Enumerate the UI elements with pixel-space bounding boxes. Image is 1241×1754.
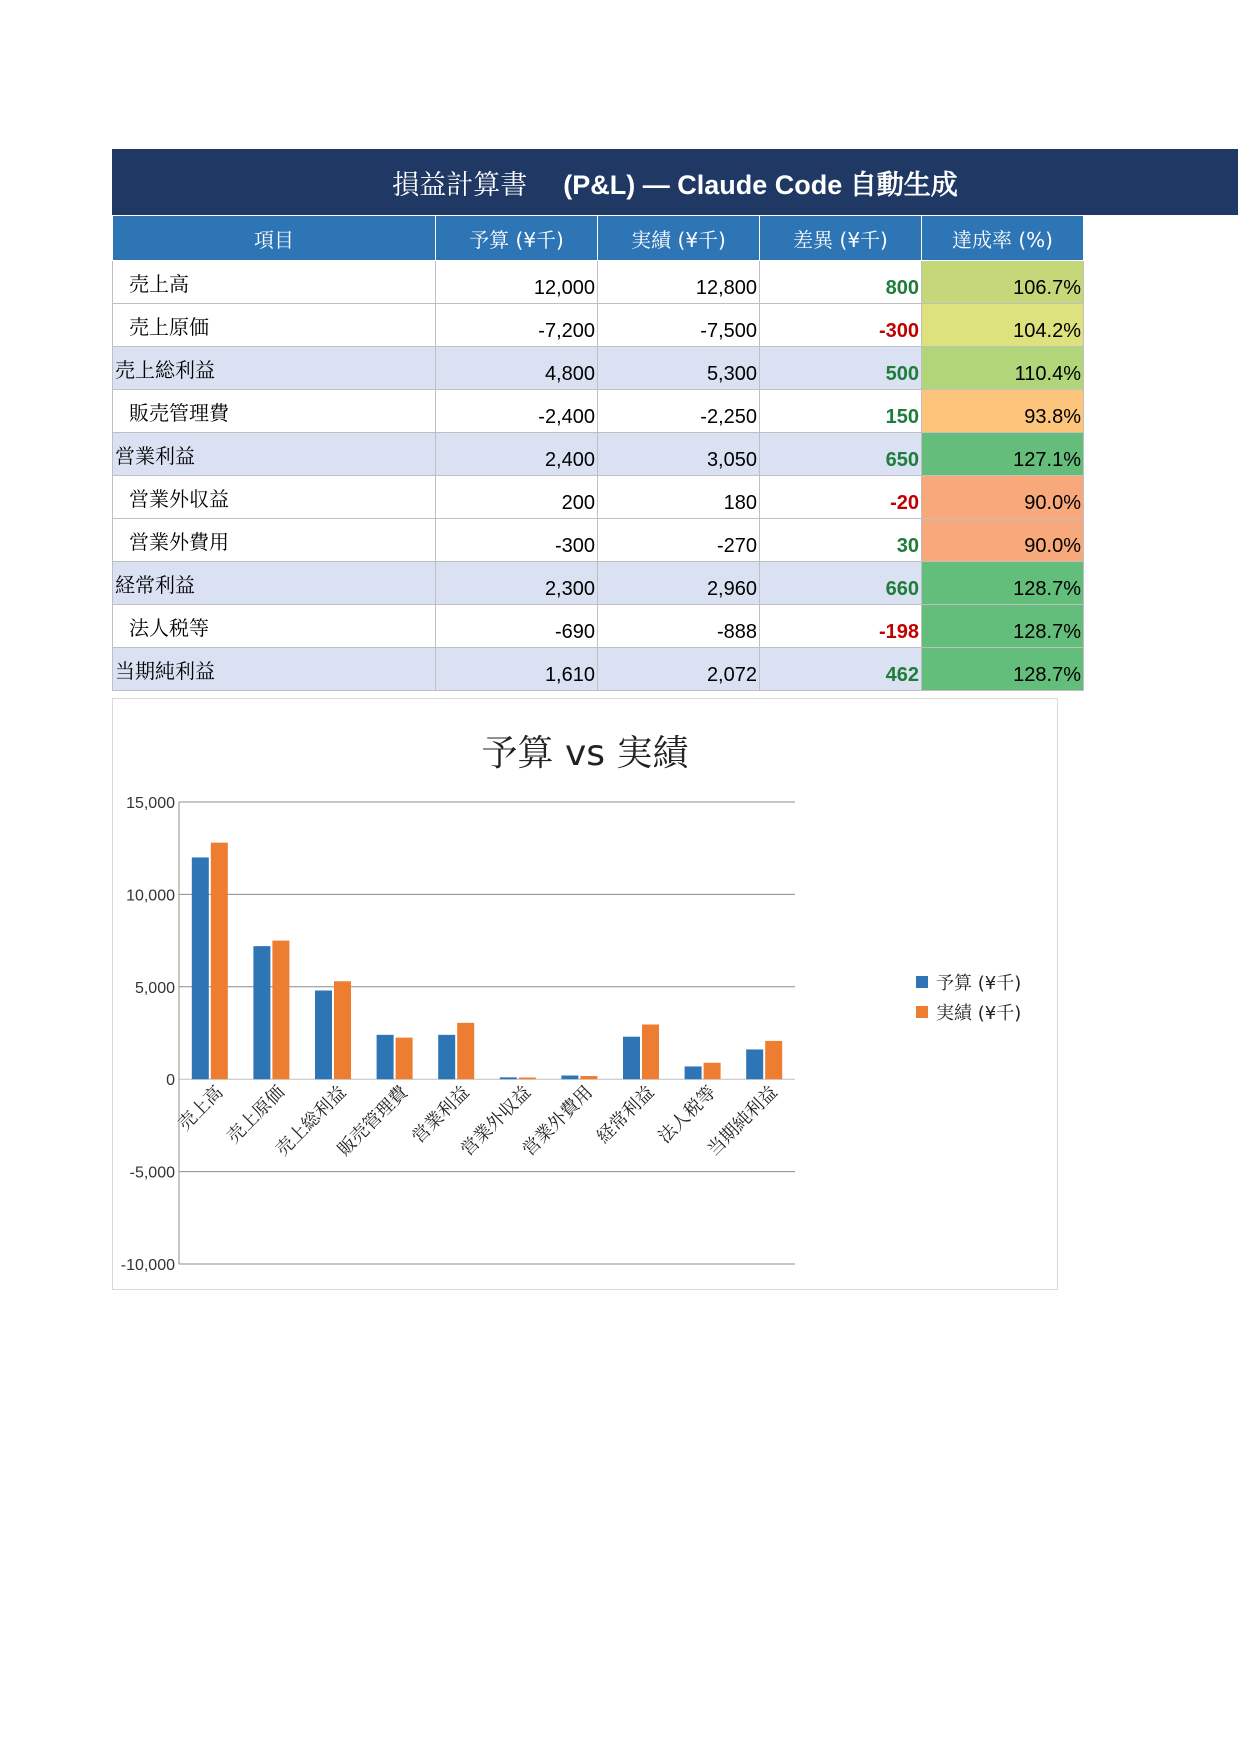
- chart-legend: [916, 967, 1021, 1027]
- row-item-label: 営業利益: [113, 433, 436, 476]
- bar-actual: [396, 1038, 413, 1080]
- bar-budget: [253, 946, 270, 1079]
- row-budget-value: 1,610: [436, 648, 598, 691]
- pl-table-body: [113, 261, 1084, 691]
- x-tick-label: 経常利益: [592, 1081, 659, 1148]
- row-rate-value: 106.7%: [922, 261, 1084, 304]
- bar-budget: [315, 990, 332, 1079]
- row-diff-value: 500: [760, 347, 922, 390]
- row-rate-value: 127.1%: [922, 433, 1084, 476]
- row-diff-value: 800: [760, 261, 922, 304]
- x-tick-label: 当期純利益: [703, 1081, 782, 1161]
- bar-budget: [438, 1035, 455, 1079]
- row-diff-value: -198: [760, 605, 922, 648]
- row-diff-value: 30: [760, 519, 922, 562]
- row-diff-value: -20: [760, 476, 922, 519]
- bar-budget: [685, 1066, 702, 1079]
- col-header-rate: 達成率 (%): [922, 216, 1084, 261]
- row-rate-value: 90.0%: [922, 519, 1084, 562]
- bar-actual: [704, 1063, 721, 1079]
- row-budget-value: 200: [436, 476, 598, 519]
- col-header-item: 項目: [113, 216, 436, 261]
- bar-actual: [457, 1023, 474, 1079]
- table-row: [113, 605, 1084, 648]
- col-header-budget: 予算 (¥千): [436, 216, 598, 261]
- y-tick-label: -10,000: [120, 1257, 175, 1274]
- bar-actual: [519, 1078, 536, 1080]
- bar-budget: [561, 1076, 578, 1080]
- row-rate-value: 110.4%: [922, 347, 1084, 390]
- legend-item-budget: [916, 967, 1021, 997]
- row-actual-value: 2,072: [598, 648, 760, 691]
- bar-actual: [211, 843, 228, 1080]
- x-tick-label: 売上高: [174, 1081, 228, 1135]
- x-tick-label: 法人税等: [654, 1081, 721, 1148]
- legend-label-actual: 実績 (¥千): [936, 1003, 1022, 1024]
- report-title-bar: [112, 149, 1238, 215]
- row-budget-value: -690: [436, 605, 598, 648]
- table-row: [113, 304, 1084, 347]
- y-tick-label: -5,000: [129, 1164, 175, 1182]
- row-item-label: 販売管理費: [113, 390, 436, 433]
- budget-vs-actual-chart: [112, 698, 1058, 1290]
- table-row: [113, 261, 1084, 304]
- row-budget-value: 2,300: [436, 562, 598, 605]
- row-diff-value: 462: [760, 648, 922, 691]
- row-item-label: 法人税等: [113, 605, 436, 648]
- row-actual-value: -2,250: [598, 390, 760, 433]
- col-header-actual: 実績 (¥千): [598, 216, 760, 261]
- row-actual-value: -270: [598, 519, 760, 562]
- table-row: [113, 476, 1084, 519]
- row-rate-value: 90.0%: [922, 476, 1084, 519]
- y-tick-label: 15,000: [126, 795, 175, 812]
- table-row: [113, 347, 1084, 390]
- x-tick-label: 売上総利益: [272, 1081, 351, 1161]
- pl-table: [112, 215, 1084, 691]
- y-tick-label: 0: [166, 1072, 175, 1090]
- row-item-label: 売上高: [113, 261, 436, 304]
- row-rate-value: 93.8%: [922, 390, 1084, 433]
- row-item-label: 売上総利益: [113, 347, 436, 390]
- table-row: [113, 519, 1084, 562]
- table-row: [113, 562, 1084, 605]
- row-actual-value: 5,300: [598, 347, 760, 390]
- bar-actual: [334, 981, 351, 1079]
- chart-title: 予算 vs 実績: [481, 733, 689, 774]
- row-diff-value: 150: [760, 390, 922, 433]
- row-rate-value: 128.7%: [922, 648, 1084, 691]
- bar-actual: [765, 1041, 782, 1079]
- report-title-sub: (P&L) — Claude Code 自動生成: [563, 169, 958, 200]
- row-budget-value: 4,800: [436, 347, 598, 390]
- row-actual-value: 180: [598, 476, 760, 519]
- row-actual-value: 12,800: [598, 261, 760, 304]
- x-tick-label: 売上原価: [223, 1081, 289, 1148]
- x-tick-label: 営業外収益: [456, 1081, 536, 1161]
- row-budget-value: 2,400: [436, 433, 598, 476]
- row-budget-value: -300: [436, 519, 598, 562]
- bar-budget: [500, 1077, 517, 1079]
- table-row: [113, 390, 1084, 433]
- legend-swatch-actual: [916, 1006, 928, 1018]
- row-rate-value: 128.7%: [922, 562, 1084, 605]
- row-item-label: 営業外収益: [113, 476, 436, 519]
- row-actual-value: -888: [598, 605, 760, 648]
- row-budget-value: -7,200: [436, 304, 598, 347]
- x-tick-label: 販売管理費: [333, 1081, 413, 1161]
- table-row: [113, 433, 1084, 476]
- y-tick-label: 10,000: [126, 887, 175, 905]
- bar-budget: [746, 1049, 763, 1079]
- bar-actual: [580, 1076, 597, 1079]
- row-rate-value: 128.7%: [922, 605, 1084, 648]
- row-actual-value: 2,960: [598, 562, 760, 605]
- y-tick-label: 5,000: [134, 979, 175, 997]
- row-item-label: 経常利益: [113, 562, 436, 605]
- bar-actual: [642, 1024, 659, 1079]
- row-item-label: 当期純利益: [113, 648, 436, 691]
- row-actual-value: 3,050: [598, 433, 760, 476]
- col-header-diff: 差異 (¥千): [760, 216, 922, 261]
- table-row: [113, 648, 1084, 691]
- report-title-main: 損益計算書: [392, 169, 528, 201]
- row-budget-value: 12,000: [436, 261, 598, 304]
- row-item-label: 売上原価: [113, 304, 436, 347]
- legend-item-actual: [916, 997, 1021, 1027]
- row-item-label: 営業外費用: [113, 519, 436, 562]
- bar-budget: [377, 1035, 394, 1079]
- bar-actual: [272, 941, 289, 1080]
- pl-table-header-row: [113, 216, 1084, 261]
- legend-swatch-budget: [916, 976, 928, 988]
- row-diff-value: -300: [760, 304, 922, 347]
- row-diff-value: 660: [760, 562, 922, 605]
- row-actual-value: -7,500: [598, 304, 760, 347]
- legend-label-budget: 予算 (¥千): [936, 973, 1022, 994]
- row-rate-value: 104.2%: [922, 304, 1084, 347]
- row-budget-value: -2,400: [436, 390, 598, 433]
- row-diff-value: 650: [760, 433, 922, 476]
- x-tick-label: 営業利益: [407, 1081, 474, 1148]
- bar-budget: [623, 1037, 640, 1080]
- x-tick-label: 営業外費用: [518, 1081, 597, 1161]
- bar-budget: [192, 857, 209, 1079]
